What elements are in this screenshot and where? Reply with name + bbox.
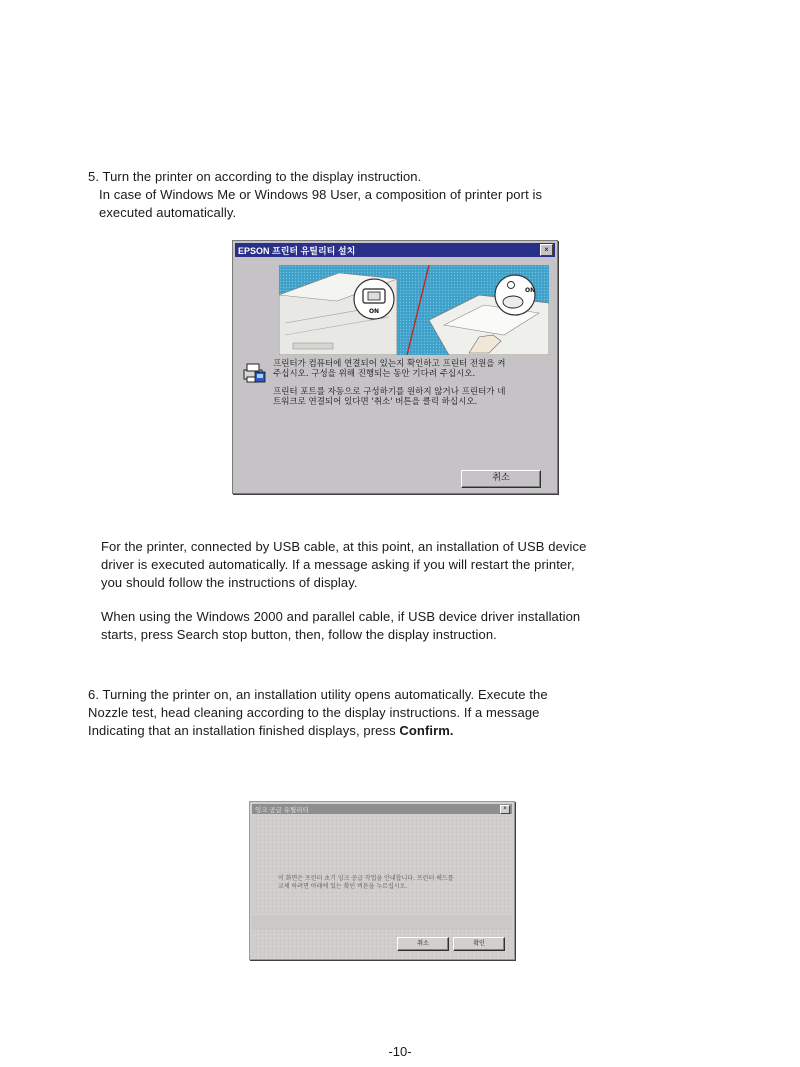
dialog2-confirm-button[interactable]: 확인 (453, 937, 505, 951)
dialog2-message-line1: 이 화면은 프린터 초기 잉크 공급 작업을 안내합니다. 프린터 헤드를 (278, 875, 454, 882)
win2000-note-paragraph (101, 608, 580, 644)
step5-line1: 5. Turn the printer on according to the display instruction. (88, 169, 422, 184)
epson-port-setup-dialog (232, 240, 558, 494)
win2000-note-line1: When using the Windows 2000 and parallel cable, if USB device driver installation (101, 609, 581, 624)
usb-note-line2: driver is executed automatically. If a message asking if you will restart the printer, (101, 557, 575, 572)
dialog1-message2-line1: 프린터 포트를 자동으로 구성하기를 원하지 않거나 프린터가 네 (273, 387, 506, 397)
ink-utility-dialog (249, 801, 515, 960)
dialog2-titlebar (252, 804, 512, 814)
step6-line2: Nozzle test, head cleaning according to the display instructions. If a message (88, 705, 540, 720)
page-number: -10- (388, 1044, 412, 1059)
usb-note-paragraph (101, 538, 586, 592)
dialog1-close-button[interactable]: × (540, 244, 553, 256)
dialog1-message-connect (273, 359, 505, 379)
switch-on-label-left: ON (368, 308, 380, 315)
dialog1-titlebar (235, 243, 555, 257)
dialog1-message1-line2: 주십시오. 구성을 위해 진행되는 동안 기다려 주십시오. (273, 369, 476, 379)
step6-line1: 6. Turning the printer on, an installation utility opens automatically. Execute the (88, 687, 548, 702)
dialog1-title: EPSON 프린터 유틸리티 설치 (238, 245, 356, 256)
dialog2-title: 잉크 공급 유틸리티 (255, 806, 309, 814)
dialog2-cancel-button[interactable]: 취소 (397, 937, 449, 951)
usb-note-line1: For the printer, connected by USB cable, at this point, an installation of USB device (101, 539, 587, 554)
dialog1-cancel-button[interactable]: 취소 (461, 470, 541, 488)
usb-note-line3: you should follow the instructions of display. (101, 575, 358, 590)
step6-line3 (88, 722, 548, 740)
dialog1-message1-line1: 프린터가 컴퓨터에 연결되어 있는지 확인하고 프린터 전원을 켜 (273, 359, 506, 369)
step5-line2: In case of Windows Me or Windows 98 User, a composition of printer port is (99, 187, 543, 202)
confirm-keyword: Confirm. (399, 723, 454, 738)
step5-line3: executed automatically. (99, 205, 237, 220)
dialog2-message (278, 875, 454, 891)
dialog2-close-button[interactable]: × (500, 805, 510, 814)
printer-setup-icon (241, 359, 267, 385)
step5-paragraph (88, 168, 542, 222)
step6-line3-text: Indicating that an installation finished displays, press (88, 723, 400, 738)
step6-paragraph (88, 686, 548, 740)
printer-on-illustration (279, 265, 549, 355)
dialog1-message2-line2: 트워크로 연결되어 있다면 '취소' 버튼을 클릭 하십시오. (273, 397, 478, 407)
dialog1-message-port (273, 387, 505, 407)
switch-on-label-right: ON (525, 287, 536, 294)
win2000-note-line2: starts, press Search stop button, then, follow the display instruction. (101, 627, 497, 642)
dialog2-message-line2: 교체 하려면 아래에 있는 확인 버튼을 누르십시오. (278, 883, 408, 890)
